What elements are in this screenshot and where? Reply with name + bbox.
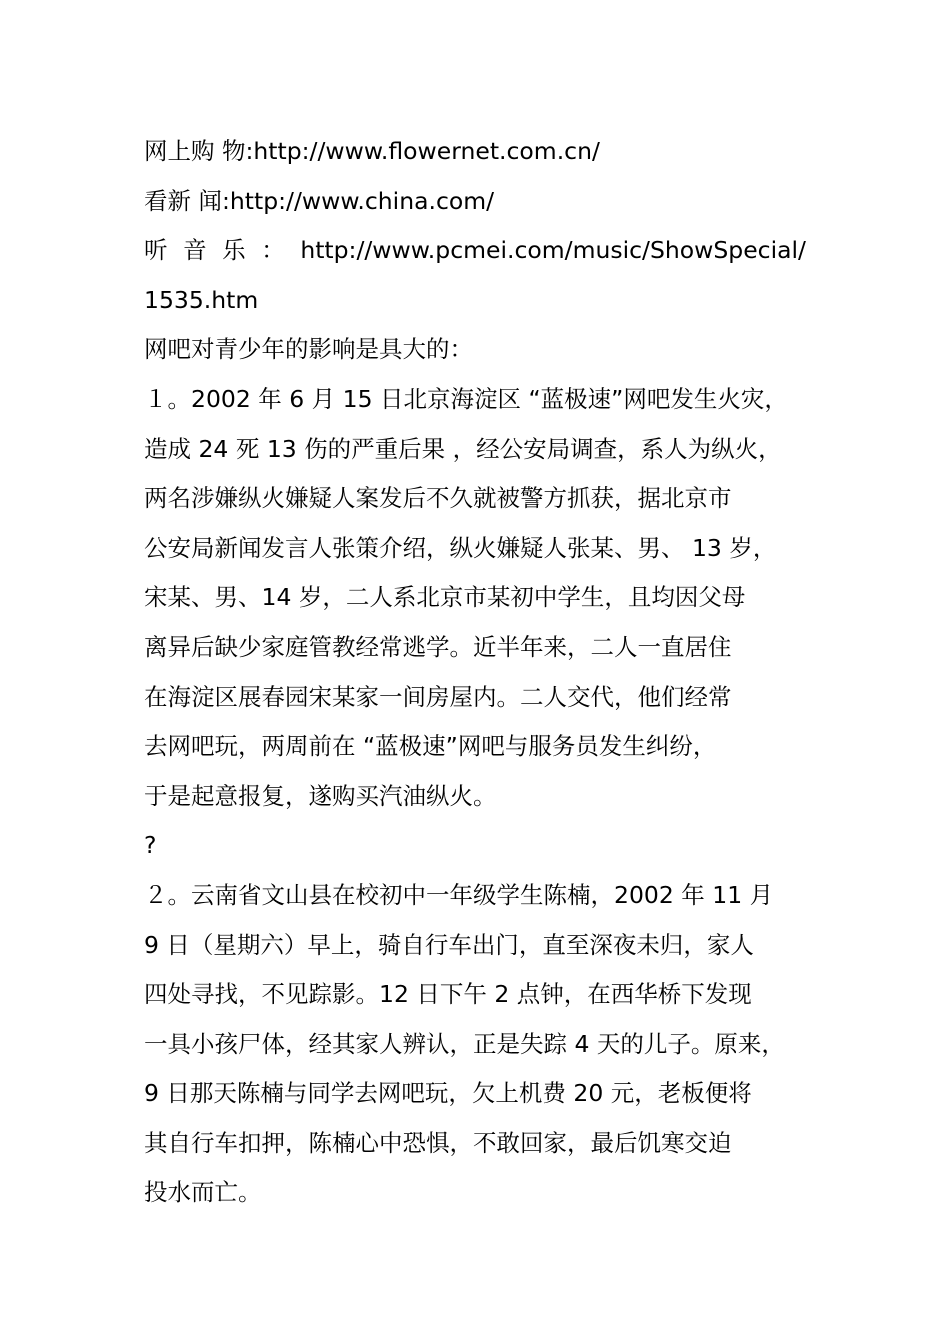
paragraph-line: 投水而亡。: [144, 1178, 262, 1207]
music-link-line: [144, 226, 806, 276]
music-label-colon: ：: [261, 236, 285, 265]
paragraph-line: 四处寻找，不见踪影。12 日下午 2 点钟，在西华桥下发现: [144, 980, 752, 1009]
music-url-continuation[interactable]: 1535.htm: [144, 285, 259, 314]
news-label: 看新 闻:: [144, 186, 230, 215]
paragraph-line: 一具小孩尸体，经其家人辨认，正是失踪 4 天的儿子。原来，: [144, 1029, 785, 1058]
paragraph-line: 其自行车扣押，陈楠心中恐惧，不敢回家，最后饥寒交迫: [144, 1128, 732, 1157]
section-heading: 网吧对青少年的影响是具大的：: [144, 335, 473, 364]
paragraph-line: 造成 24 死 13 伤的严重后果 ，经公安局调查，系人为纵火，: [144, 434, 782, 463]
paragraph-line: 去网吧玩，两周前在 “蓝极速”网吧与服务员发生纠纷，: [144, 732, 717, 761]
document-body: [144, 127, 834, 1218]
music-label-char-3: 乐: [222, 236, 246, 265]
paragraph-line: ２。云南省文山县在校初中一年级学生陈楠，2002 年 11 月: [144, 880, 774, 909]
paragraph-line: 在海淀区展春园宋某家一间房屋内。二人交代，他们经常: [144, 682, 732, 711]
paragraph-line: 9 日（星期六）早上，骑自行车出门，直至深夜未归，家人: [144, 930, 754, 959]
paragraph-line: １。2002 年 6 月 15 日北京海淀区 “蓝极速”网吧发生火灾，: [144, 384, 788, 413]
paragraph-line: 两名涉嫌纵火嫌疑人案发后不久就被警方抓获，据北京市: [144, 484, 732, 513]
music-label-char-1: 听: [144, 236, 168, 265]
shopping-link-line: [144, 127, 834, 177]
shopping-url[interactable]: http://www.flowernet.com.cn/: [253, 137, 600, 165]
news-link-line: [144, 177, 834, 227]
paragraph-line: 于是起意报复，遂购买汽油纵火。: [144, 781, 497, 810]
music-url[interactable]: http://www.pcmei.com/music/ShowSpecial/: [300, 236, 806, 265]
paragraph-line: 公安局新闻发言人张策介绍，纵火嫌疑人张某、男、 13 岁，: [144, 533, 777, 562]
paragraph-line: 离异后缺少家庭管教经常逃学。近半年来，二人一直居住: [144, 632, 732, 661]
shopping-label: 网上购 物:: [144, 137, 254, 165]
separator-mark: ?: [144, 831, 157, 860]
music-label-char-2: 音: [183, 236, 207, 265]
news-url[interactable]: http://www.china.com/: [229, 186, 495, 215]
paragraph-line: 宋某、男、14 岁，二人系北京市某初中学生，且均因父母: [144, 583, 746, 612]
paragraph-line: 9 日那天陈楠与同学去网吧玩，欠上机费 20 元，老板便将: [144, 1079, 752, 1108]
